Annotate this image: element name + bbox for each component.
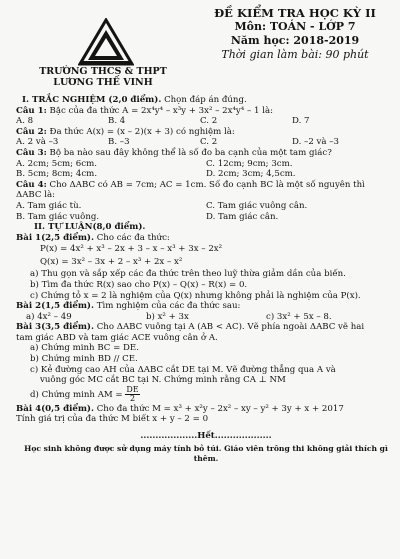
school-line-1: TRƯỜNG THCS & THPT [39, 66, 167, 77]
problem-3-d: d) Chứng minh AM = $\frac{DE}{2}$ [30, 384, 139, 403]
footer-note: Học sinh không được sử dụng máy tính bỏ túi. Giáo viên trông thi không giải thích gì thêm. [24, 443, 388, 463]
exam-year: Năm học: 2018-2019 [230, 34, 360, 47]
fraction-de-over-2: $\frac{DE}{2}$ [126, 384, 139, 403]
school-name [8, 66, 198, 88]
question-4-options-row2: B. Tam giác vuông. D. Tam giác cân. [16, 211, 279, 222]
exam-body [16, 95, 396, 464]
problem-1-b: b) Tìm đa thức R(x) sao cho P(x) – Q(x) – R(x) = 0. [30, 279, 248, 290]
problem-2-options: a) 4x² – 49 b) x² + 3x c) 3x² + 5x – 8. [26, 311, 332, 322]
problem-1-c: c) Chứng tỏ x = 2 là nghiệm của Q(x) nhưng không phải là nghiệm của P(x). [30, 290, 361, 301]
question-3-options-row2: B. 5cm; 8cm; 4cm. D. 2cm; 3cm; 4,5cm. [16, 169, 296, 180]
exam-time: Thời gian làm bài: 90 phút [221, 48, 369, 61]
question-2: Câu 2: Đa thức A(x) = (x – 2)(x + 3) có nghiệm là: [16, 126, 235, 137]
problem-3-a: a) Chứng minh BC = DE. [30, 343, 139, 354]
question-4-options-row1: A. Tam giác tù. C. Tam giác vuông cân. [16, 200, 308, 211]
problem-4: Bài 4(0,5 điểm). Cho đa thức M = x³ + x²y – 2x² – xy – y² + 3y + x + 2017 [16, 403, 344, 414]
problem-1-a: a) Thu gọn và sắp xếp các đa thức trên theo luỹ thừa giảm dần của biến. [30, 269, 346, 280]
question-4: Câu 4: Cho ΔABC có AB = 7cm; AC = 1cm. Số đo cạnh BC là một số nguyên thì [16, 179, 365, 190]
question-4-cont: ΔABC là: [16, 190, 55, 201]
polynomial-p: P(x) = 4x² + x³ – 2x + 3 – x – x³ + 3x – 2x² [40, 244, 223, 255]
problem-3-c: c) Kẻ đường cao AH của ΔABC cắt DE tại M. Vẽ đường thẳng qua A và [30, 364, 336, 375]
problem-3-b: b) Chứng minh BD // CE. [30, 354, 138, 365]
problem-4-cont: Tính giá trị của đa thức M biết x + y – 2 = 0 [16, 414, 209, 425]
school-logo [78, 18, 134, 66]
question-3: Câu 3: Bộ ba nào sau đây không thể là số đo ba cạnh của một tam giác? [16, 147, 332, 158]
exam-subject: Môn: TOÁN - LỚP 7 [234, 20, 356, 33]
exam-header [192, 6, 398, 62]
school-line-2: LƯƠNG THẾ VINH [53, 77, 153, 88]
problem-3: Bài 3(3,5 điểm). Cho ΔABC vuông tại A (AB < AC). Vẽ phía ngoài ΔABC vẽ hai [16, 322, 365, 333]
part1-heading: I. TRẮC NGHIỆM (2,0 điểm). Chọn đáp án đúng. [22, 95, 247, 105]
exam-title: ĐỀ KIỂM TRA HỌC KỲ II [214, 6, 376, 20]
question-1-options: A. 8 B. 4 C. 2 D. 7 [16, 116, 310, 127]
problem-2: Bài 2(1,5 điểm). Tìm nghiệm của các đa thức sau: [16, 301, 241, 312]
part2-heading: II. TỰ LUẬN(8,0 điểm). [34, 222, 146, 233]
problem-3-cont: tam giác ABD và tam giác ACE vuông cân ở A. [16, 332, 218, 343]
polynomial-q: Q(x) = 3x² – 3x + 2 – x³ + 2x – x² [40, 257, 183, 268]
end-mark: ...................Hết................... [140, 431, 272, 442]
question-2-options: A. 2 và –3 B. –3 C. 2 D. –2 và –3 [16, 137, 340, 148]
question-3-options-row1: A. 2cm; 5cm; 6cm. C. 12cm; 9cm; 3cm. [16, 158, 293, 169]
question-1: Câu 1: Bậc của đa thức A = 2x⁴y⁴ – x³y + 3x² – 2x⁴y⁴ – 1 là: [16, 105, 273, 116]
problem-1: Bài 1(2,5 điểm). Cho các đa thức: [16, 232, 170, 243]
problem-3-c-cont: vuông góc MC cắt BC tại N. Chứng minh rằng CA ⊥ NM [40, 375, 286, 386]
